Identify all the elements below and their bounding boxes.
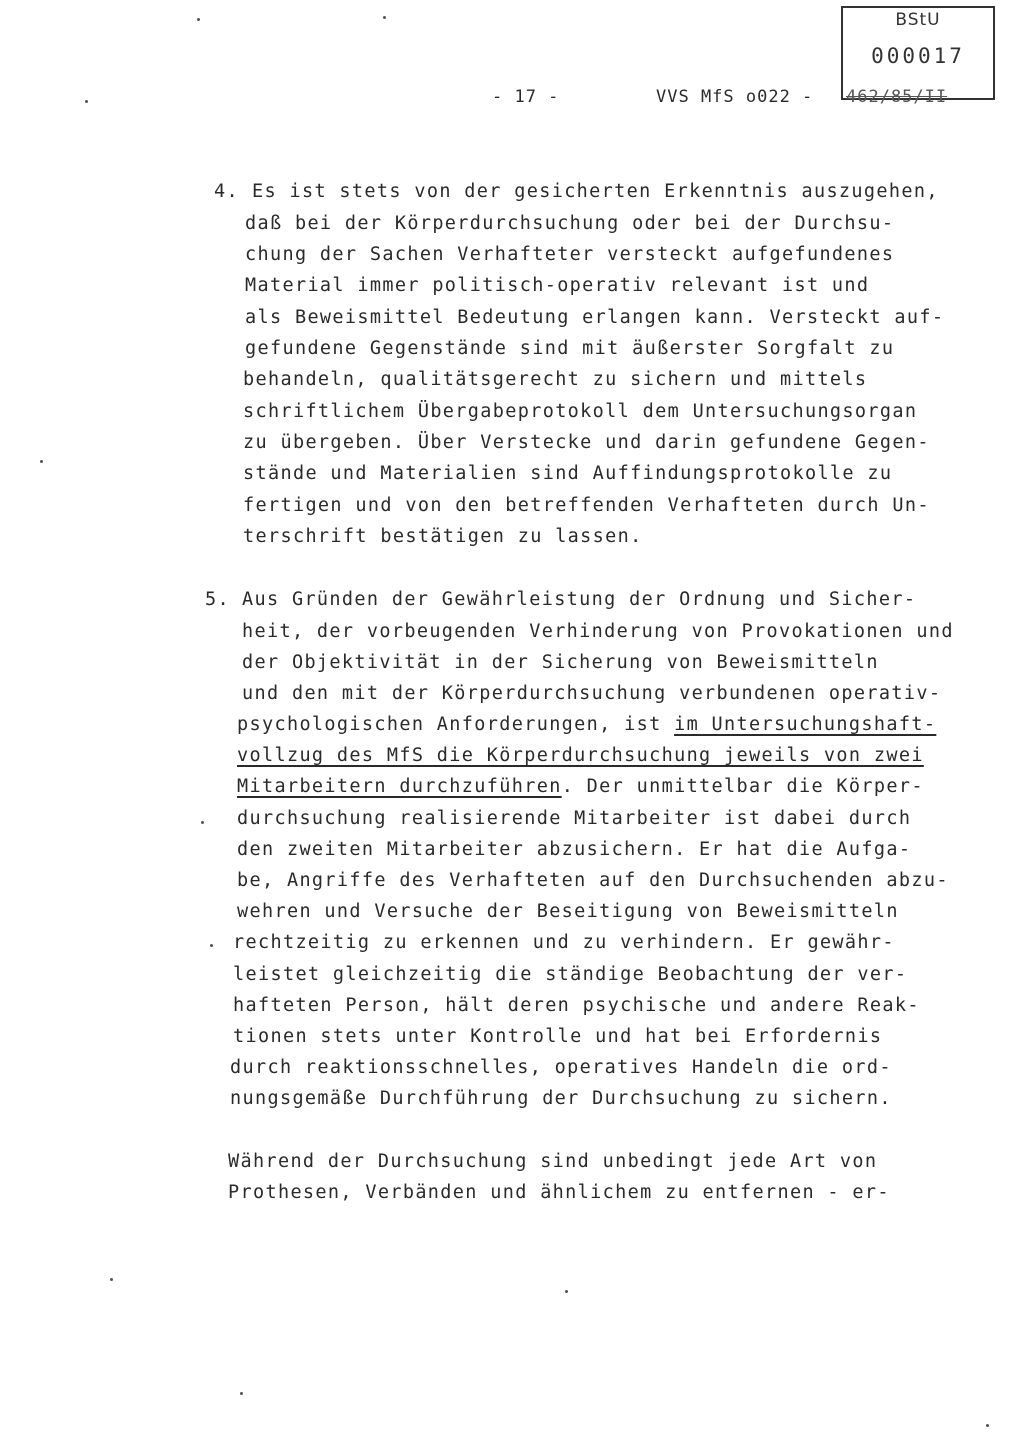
item-5-line: tionen stets unter Kontrolle und hat bei Erfordernis xyxy=(233,1026,883,1047)
scan-speck xyxy=(565,1290,568,1293)
item-5-line-plain: psychologischen Anforderungen, ist xyxy=(237,714,675,735)
page-header xyxy=(0,87,1024,111)
item-4-line: terschrift bestätigen zu lassen. xyxy=(243,526,643,547)
item-4-line: chung der Sachen Verhafteter versteckt aufgefundenes xyxy=(245,244,895,265)
item-4-number: 4. xyxy=(214,181,239,202)
item-4-line: behandeln, qualitätsgerecht zu sichern und mittels xyxy=(243,369,868,390)
item-5-line xyxy=(237,744,924,768)
document-reference-struck: 462/85/II xyxy=(846,87,948,107)
scan-speck xyxy=(40,460,43,463)
scan-speck xyxy=(210,944,213,947)
item-5-line: wehren und Versuche der Beseitigung von Beweismitteln xyxy=(237,901,899,922)
stamp-org: BStU xyxy=(895,10,941,30)
scan-speck xyxy=(110,1278,113,1281)
document-reference: VVS MfS o022 - xyxy=(656,87,814,107)
scan-speck xyxy=(986,1424,989,1427)
scan-speck xyxy=(197,18,200,21)
item-5-line: rechtzeitig zu erkennen und zu verhindern. Er gewähr- xyxy=(233,932,895,953)
item-4-line: stände und Materialien sind Auffindungsprotokolle zu xyxy=(243,463,893,484)
item-5-line: Aus Gründen der Gewährleistung der Ordnung und Sicher- xyxy=(242,589,917,610)
underlined-passage: Mitarbeitern durchzuführen xyxy=(237,776,562,797)
item-5-line-plain: . Der unmittelbar die Körper- xyxy=(561,776,924,797)
scan-speck xyxy=(201,821,204,824)
item-4-line: zu übergeben. Über Verstecke und darin gefundene Gegen- xyxy=(243,432,930,453)
item-4-line: schriftlichem Übergabeprotokoll dem Untersuchungsorgan xyxy=(243,401,918,422)
closing-line: Während der Durchsuchung sind unbedingt jede Art von xyxy=(228,1151,878,1172)
item-5-line: leistet gleichzeitig die ständige Beobachtung der ver- xyxy=(233,964,908,985)
scan-speck xyxy=(383,16,386,19)
closing-line: Prothesen, Verbänden und ähnlichem zu entfernen - er- xyxy=(228,1182,890,1203)
item-5-number: 5. xyxy=(205,589,230,610)
item-5-line: heit, der vorbeugenden Verhinderung von Provokationen und xyxy=(242,621,954,642)
item-5-line: nungsgemäße Durchführung der Durchsuchung zu sichern. xyxy=(230,1088,892,1109)
item-5-line: durchsuchung realisierende Mitarbeiter ist dabei durch xyxy=(237,808,912,829)
archive-stamp xyxy=(841,6,995,100)
underlined-passage: im Untersuchungshaft- xyxy=(674,714,937,735)
item-5-line: be, Angriffe des Verhafteten auf den Durchsuchenden abzu- xyxy=(237,870,949,891)
item-5-line: hafteten Person, hält deren psychische und andere Reak- xyxy=(233,995,920,1016)
item-5-line: den zweiten Mitarbeiter abzusichern. Er hat die Aufga- xyxy=(237,839,912,860)
item-5-line: durch reaktionsschnelles, operatives Handeln die ord- xyxy=(230,1057,892,1078)
item-4-line: fertigen und von den betreffenden Verhafteten durch Un- xyxy=(243,495,930,516)
scan-speck xyxy=(240,1392,243,1395)
item-4-line: gefundene Gegenstände sind mit äußerster Sorgfalt zu xyxy=(245,338,895,359)
item-5-line: und den mit der Körperdurchsuchung verbundenen operativ- xyxy=(242,683,942,704)
stamp-number: 000017 xyxy=(871,44,965,68)
item-4-line: Es ist stets von der gesicherten Erkenntnis auszugehen, xyxy=(252,181,939,202)
scan-speck xyxy=(85,100,88,103)
underlined-passage: vollzug des MfS die Körperdurchsuchung jeweils von zwei xyxy=(237,745,924,766)
item-4-line: als Beweismittel Bedeutung erlangen kann. Versteckt auf- xyxy=(245,307,945,328)
item-4-line: daß bei der Körperdurchsuchung oder bei der Durchsu- xyxy=(245,213,895,234)
item-5-line: der Objektivität in der Sicherung von Beweismitteln xyxy=(242,652,879,673)
page-number: - 17 - xyxy=(492,87,560,107)
item-4-line: Material immer politisch-operativ relevant ist und xyxy=(245,275,870,296)
item-5-line xyxy=(237,775,924,799)
item-5-line xyxy=(237,713,936,737)
